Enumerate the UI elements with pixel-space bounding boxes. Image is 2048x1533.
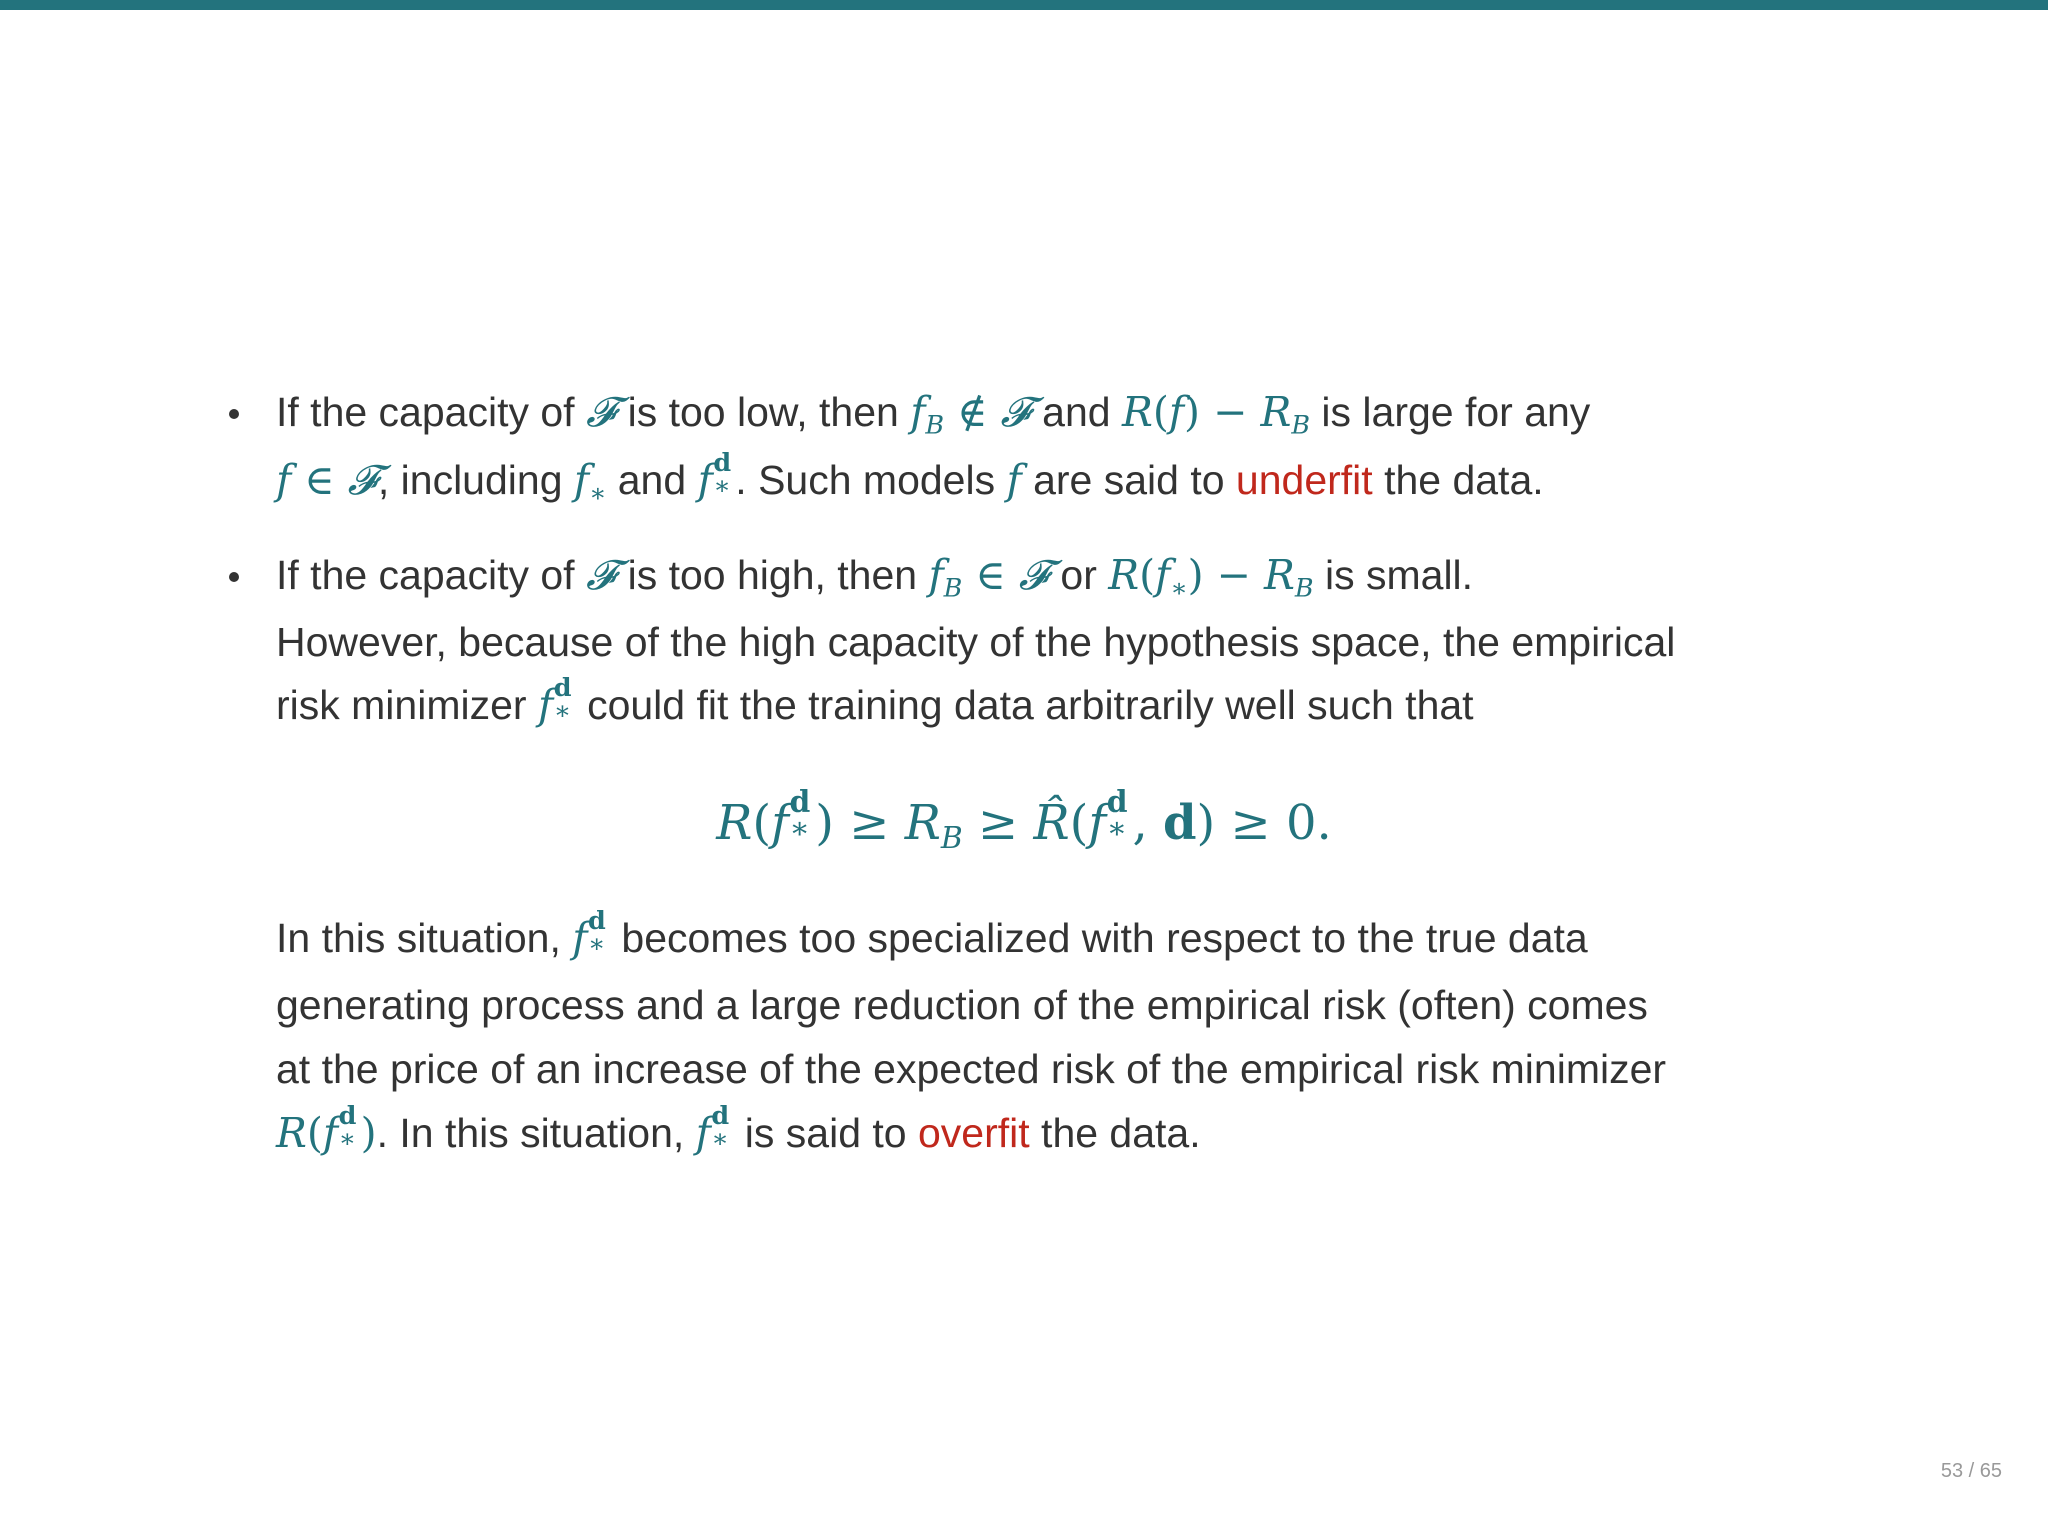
math-sup-d: d xyxy=(713,447,732,478)
math-f: f xyxy=(276,456,292,504)
text: at the price of an increase of the expected risk of the empirical risk minimizer xyxy=(276,1046,1667,1092)
math-geq: ≥ xyxy=(1215,795,1287,851)
paragraph-line1 xyxy=(276,905,1588,963)
math-F: 𝓕 xyxy=(585,551,617,599)
bullet-marker-2 xyxy=(229,572,239,582)
math-R: R xyxy=(1260,388,1292,436)
math-R-hat: R̂ xyxy=(1033,795,1070,851)
text: and xyxy=(606,457,698,503)
bullet2-line3 xyxy=(276,672,1474,730)
math-zero: 0. xyxy=(1286,795,1332,851)
math-paren: ) xyxy=(360,1109,377,1157)
text: are said to xyxy=(1021,457,1236,503)
math-paren: ( xyxy=(306,1109,323,1157)
text: . In this situation, xyxy=(376,1110,696,1156)
math-f: f xyxy=(573,456,590,504)
text: risk minimizer xyxy=(276,682,538,728)
math-bold-d: d xyxy=(1162,795,1197,851)
math-RB xyxy=(1264,551,1314,603)
math-R: R xyxy=(1108,551,1140,599)
math-sup-d: d xyxy=(338,1100,357,1131)
math-F: 𝓕 xyxy=(585,388,617,436)
text: However, because of the high capacity of the hypothesis space, the empirical xyxy=(276,619,1676,665)
math-f: f xyxy=(1006,456,1022,504)
math-sub-star: ∗ xyxy=(1106,811,1127,847)
bullet1-line1 xyxy=(276,387,1591,440)
math-F: 𝓕 xyxy=(1000,388,1031,436)
math-f: f xyxy=(1155,551,1171,599)
math-f: f xyxy=(695,1109,711,1157)
bullet1-line2 xyxy=(276,447,1544,508)
math-sup-d: d xyxy=(588,905,606,936)
math-paren: ) xyxy=(815,795,834,851)
paragraph-line4 xyxy=(276,1100,1201,1158)
text: . Such models xyxy=(735,457,1007,503)
math-f-star-d xyxy=(697,447,736,505)
math-paren: ( xyxy=(1139,551,1156,599)
text: is said to xyxy=(733,1110,918,1156)
math-RB xyxy=(904,795,963,856)
math-f-star-d xyxy=(771,784,815,853)
math-R: R xyxy=(716,795,753,851)
math-R: R xyxy=(1121,388,1153,436)
math-sup-d: d xyxy=(1106,784,1128,820)
math-sup-d: d xyxy=(711,1100,730,1131)
math-sub-star: ∗ xyxy=(338,1123,356,1154)
text: is too low, then xyxy=(616,389,911,435)
math-F: 𝓕 xyxy=(347,456,378,504)
math-R: R xyxy=(276,1109,307,1157)
bullet2-line1 xyxy=(276,550,1474,603)
math-sub-star: ∗ xyxy=(553,695,571,726)
math-notin: ∉ xyxy=(944,388,1001,436)
math-in: ∈ xyxy=(962,551,1019,599)
math-paren: ) xyxy=(1187,551,1204,599)
math-sub-star: ∗ xyxy=(589,477,607,508)
math-f: f xyxy=(771,795,789,851)
math-geq: ≥ xyxy=(962,795,1034,851)
text: If the capacity of xyxy=(276,552,586,598)
math-sub-star: ∗ xyxy=(711,1123,729,1154)
text: , including xyxy=(377,457,574,503)
math-minus: − xyxy=(1203,551,1265,599)
highlight-overfit: overfit xyxy=(918,1110,1030,1156)
text: could fit the training data arbitrarily well such that xyxy=(575,682,1474,728)
math-sub-star: ∗ xyxy=(588,928,606,959)
math-F: 𝓕 xyxy=(1018,551,1050,599)
math-f-star-d xyxy=(572,905,610,963)
text: is too high, then xyxy=(616,552,929,598)
math-sub-B: B xyxy=(1291,409,1311,440)
math-paren: ( xyxy=(752,795,772,851)
text: the data. xyxy=(1372,457,1544,503)
math-paren: ( xyxy=(1152,388,1169,436)
math-comma: , xyxy=(1132,795,1163,851)
text: the data. xyxy=(1029,1110,1201,1156)
math-sup-d: d xyxy=(553,672,572,703)
text: or xyxy=(1049,552,1109,598)
paragraph-line3 xyxy=(276,1044,1666,1094)
math-sub-B: B xyxy=(925,409,945,440)
math-fB xyxy=(910,388,945,440)
math-f-star-d xyxy=(322,1100,361,1158)
math-fB xyxy=(928,551,963,603)
text: becomes too specialized with respect to the true data xyxy=(610,915,1588,961)
paragraph-line2 xyxy=(276,980,1648,1030)
math-paren: ( xyxy=(1069,795,1089,851)
bullet-marker-1 xyxy=(229,409,239,419)
text: In this situation, xyxy=(276,915,573,961)
text: If the capacity of xyxy=(276,389,586,435)
text: and xyxy=(1030,389,1122,435)
text: generating process and a large reduction of the empirical risk (often) comes xyxy=(276,982,1648,1028)
math-sub-star: ∗ xyxy=(713,470,731,501)
math-sup-d: d xyxy=(789,784,811,820)
math-paren: ) xyxy=(1184,388,1201,436)
math-R: R xyxy=(1264,551,1295,599)
text: is large for any xyxy=(1310,389,1591,435)
math-geq: ≥ xyxy=(833,795,905,851)
math-f: f xyxy=(1088,795,1107,851)
bullet2-line2 xyxy=(276,617,1675,667)
display-equation xyxy=(0,784,2048,856)
math-f-star-d xyxy=(1088,784,1132,853)
math-sub-B: B xyxy=(940,820,963,856)
text: is small. xyxy=(1313,552,1474,598)
math-R: R xyxy=(904,795,941,851)
math-f: f xyxy=(537,681,554,729)
math-f-star-d xyxy=(537,672,576,730)
math-minus: − xyxy=(1200,388,1261,436)
math-f: f xyxy=(928,551,944,599)
page-number: 53 / 65 xyxy=(1940,1460,2002,1482)
math-in: ∈ xyxy=(291,456,348,504)
math-f-star xyxy=(1155,551,1188,603)
math-RB xyxy=(1260,388,1311,440)
math-f: f xyxy=(572,914,588,962)
highlight-underfit: underfit xyxy=(1235,457,1373,503)
math-sub-B: B xyxy=(1294,572,1314,603)
math-paren: ) xyxy=(1196,795,1216,851)
math-f: f xyxy=(322,1109,339,1157)
math-f: f xyxy=(1168,388,1185,436)
math-f: f xyxy=(910,388,926,436)
math-sub-star: ∗ xyxy=(789,811,810,847)
math-f-star-d xyxy=(695,1100,734,1158)
math-f-star xyxy=(573,456,607,508)
math-f: f xyxy=(697,456,713,504)
math-sub-star: ∗ xyxy=(1170,572,1188,603)
math-sub-B: B xyxy=(943,572,963,603)
